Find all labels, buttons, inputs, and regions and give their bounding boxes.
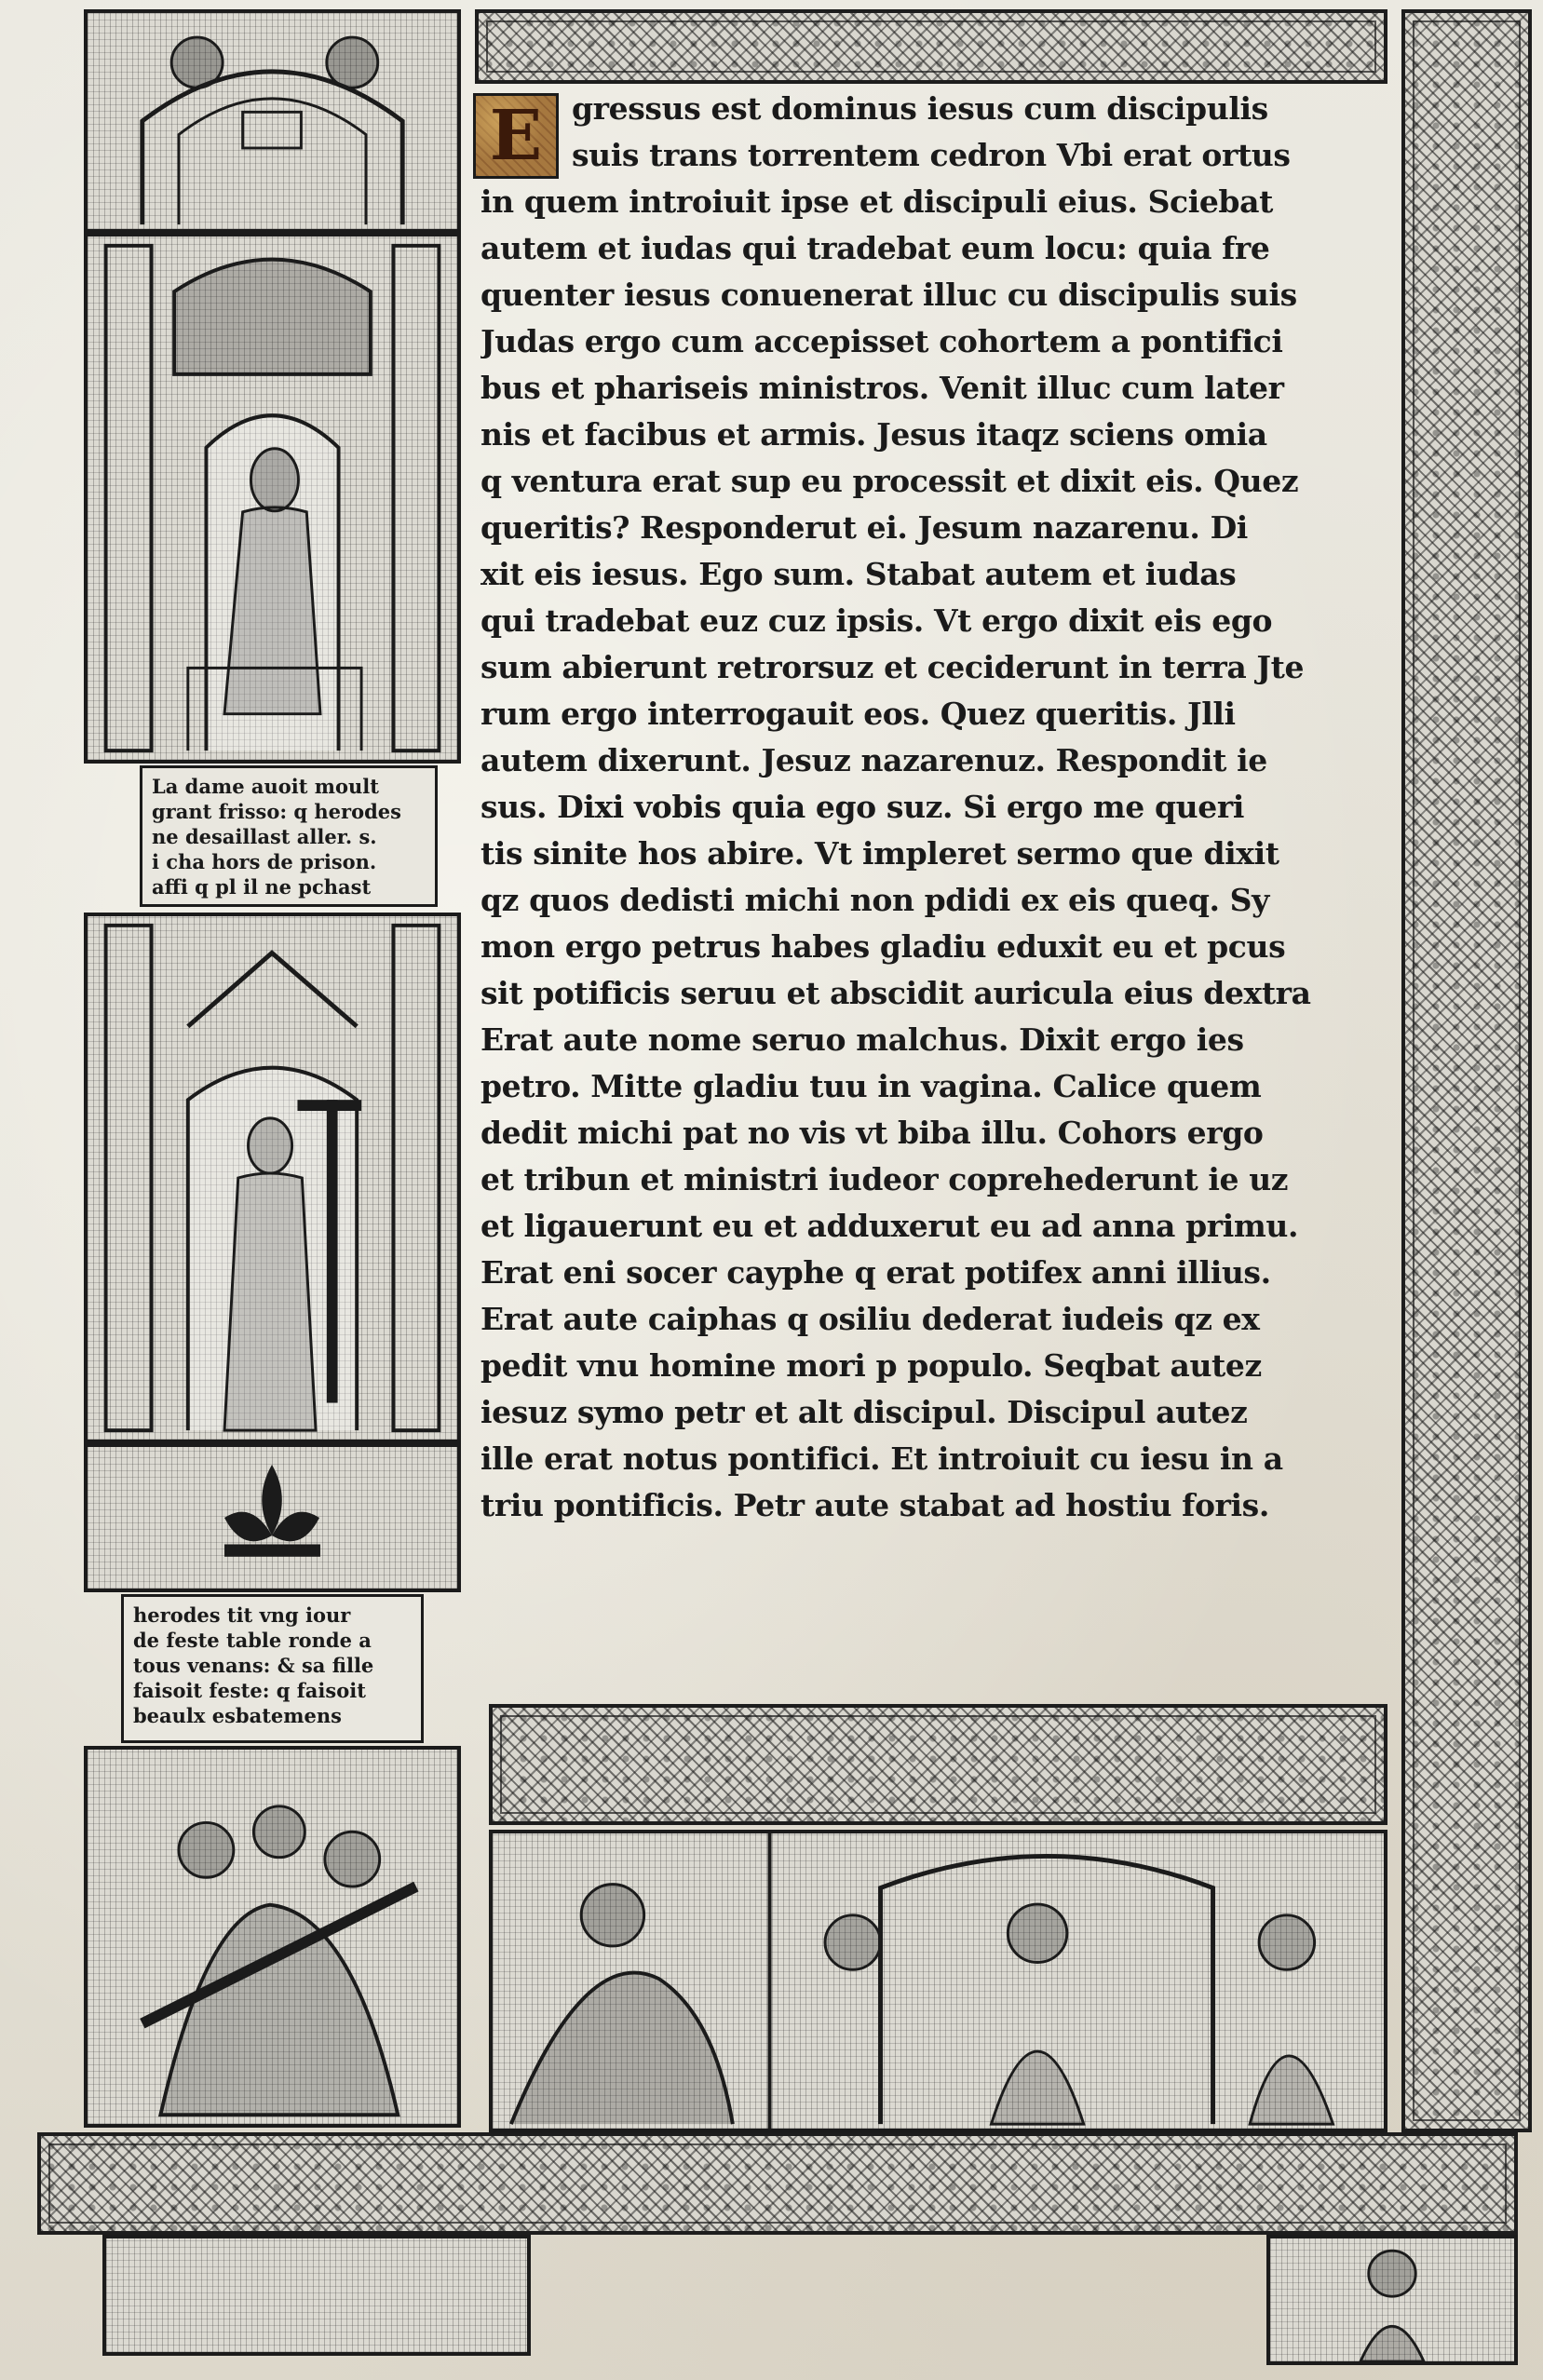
text-line: quenter iesus conuenerat illuc cu discipulis suis: [480, 277, 1297, 313]
caption-1-line: affi q pl il ne pchast: [152, 875, 372, 899]
text-line: petro. Mitte gladiu tuu in vagina. Calice quem: [480, 1068, 1262, 1104]
text-line: qui tradebat euz cuz ipsis. Vt ergo dixit eis ego: [480, 602, 1273, 639]
caption-1-line: i cha hors de prison.: [152, 850, 377, 873]
bottom-right-cherub: [1266, 2235, 1518, 2365]
text-line: iesuz symo petr et alt discipul. Discipul autez: [480, 1394, 1248, 1430]
foliage-band-ornament: [489, 1704, 1387, 1825]
text-line: rum ergo interrogauit eos. Quez queritis. Jlli: [480, 696, 1236, 732]
woodcut-caption-2: [121, 1594, 424, 1743]
caption-2-line: faisoit feste: q faisoit: [133, 1679, 366, 1702]
text-line: qz quos dedisti michi non pdidi ex eis queq. Sy: [480, 882, 1269, 918]
text-line: ille erat notus pontifici. Et introiuit cu iesu in a: [480, 1440, 1283, 1477]
text-line: et ligauerunt eu et adduxerut eu ad anna primu.: [480, 1208, 1299, 1244]
text-line: autem et iudas qui tradebat eum locu: quia fre: [480, 230, 1270, 266]
text-line: xit eis iesus. Ego sum. Stabat autem et iudas: [480, 556, 1237, 592]
text-line: sum abierunt retrorsuz et ceciderunt in terra Jte: [480, 649, 1305, 685]
text-line: sus. Dixi vobis quia ego suz. Si ergo me queri: [480, 789, 1244, 825]
text-line: suis trans torrentem cedron Vbi erat ortus: [572, 137, 1291, 173]
caption-2-line: tous venans: & sa fille: [133, 1654, 374, 1677]
text-line: et tribun et ministri iudeor coprehederunt ie uz: [480, 1161, 1289, 1197]
caption-2-line: de feste table ronde a: [133, 1629, 372, 1652]
woodcut-crowd-scene: [84, 1746, 461, 2128]
top-arch-woodcut: [84, 9, 461, 233]
text-line: queritis? Responderut ei. Jesum nazarenu. Di: [480, 509, 1248, 546]
caption-1-line: La dame auoit moult: [152, 775, 379, 798]
text-line: Erat eni socer cayphe q erat potifex anni illius.: [480, 1254, 1271, 1291]
caption-2-line: herodes tit vng iour: [133, 1603, 351, 1627]
bottom-base-ornament: [37, 2132, 1518, 2235]
text-line: Erat aute caiphas q osiliu dederat iudeis qz ex: [480, 1301, 1260, 1337]
right-border-ornament: [1401, 9, 1532, 2132]
text-line: pedit vnu homine mori p populo. Seqbat autez: [480, 1347, 1262, 1384]
text-line: triu pontificis. Petr aute stabat ad hostiu foris.: [480, 1487, 1269, 1523]
caption-2-line: beaulx esbatemens: [133, 1704, 342, 1727]
text-line: q ventura erat sup eu processit et dixit eis. Quez: [480, 463, 1299, 499]
main-text-block: [475, 86, 1387, 1669]
top-border-ornament: [475, 9, 1387, 84]
caption-1-line: grant frisso: q herodes: [152, 800, 401, 823]
caption-1-line: ne desaillast aller. s.: [152, 825, 377, 848]
text-line: nis et facibus et armis. Jesus itaqz sciens omia: [480, 416, 1267, 453]
text-line: tis sinite hos abire. Vt impleret sermo que dixit: [480, 835, 1279, 872]
woodcut-saint-figure: [84, 233, 461, 764]
bottom-left-foliage: [102, 2235, 531, 2356]
text-line: sit potificis seruu et abscidit auricula eius dextra: [480, 975, 1311, 1011]
text-line: gressus est dominus iesus cum discipulis: [572, 90, 1268, 127]
text-line: mon ergo petrus habes gladiu eduxit eu et pcus: [480, 928, 1286, 965]
woodcut-caption-1: [140, 765, 438, 907]
text-line: autem dixerunt. Jesuz nazarenuz. Respondit ie: [480, 742, 1267, 778]
text-line: bus et phariseis ministros. Venit illuc cum later: [480, 370, 1284, 406]
text-line: Erat aute nome seruo malchus. Dixit ergo ies: [480, 1021, 1244, 1058]
woodcut-woman-figure: [84, 913, 461, 1443]
text-line: dedit michi pat no vis vt biba illu. Cohors ergo: [480, 1115, 1264, 1151]
woodcut-bottom-scene: [489, 1830, 1387, 2132]
text-line: Judas ergo cum accepisset cohortem a pontifici: [480, 323, 1283, 359]
fleur-de-lis-panel: [84, 1443, 461, 1592]
illuminated-initial: E: [473, 93, 559, 179]
text-line: in quem introiuit ipse et discipuli eius. Sciebat: [480, 183, 1273, 220]
